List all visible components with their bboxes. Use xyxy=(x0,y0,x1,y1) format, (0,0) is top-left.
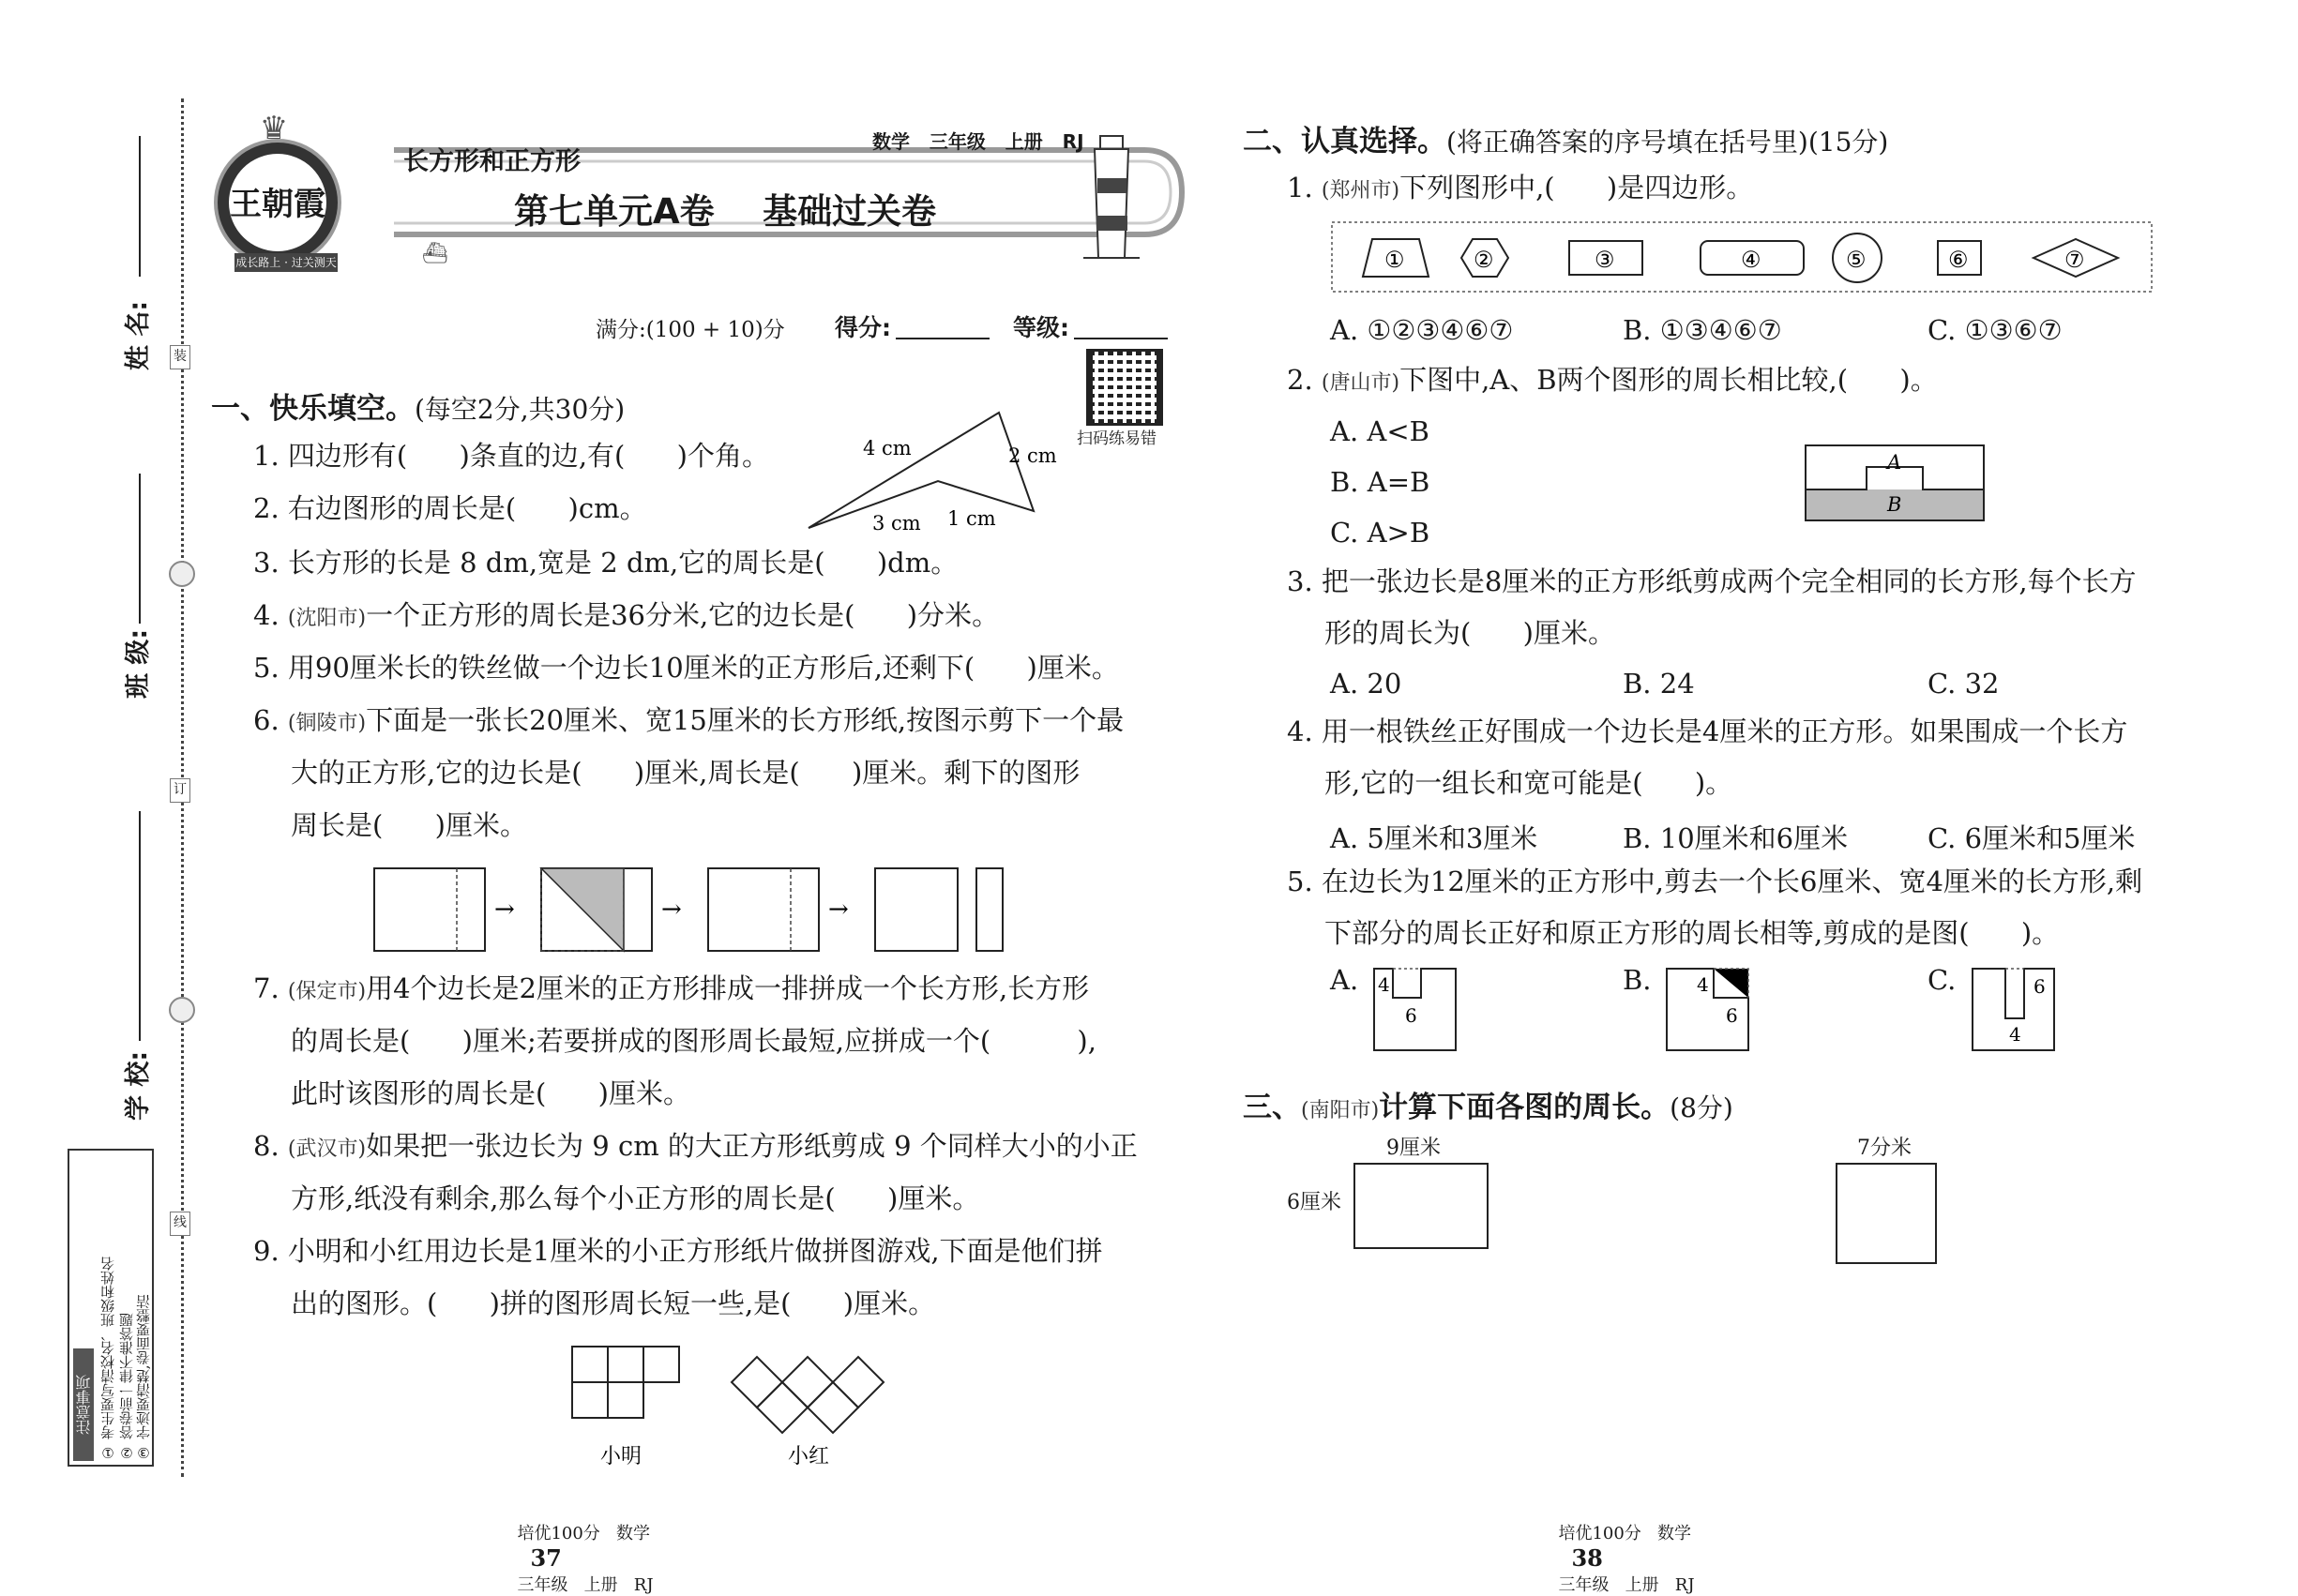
section2-sub: (将正确答案的序号填在括号里)(15分) xyxy=(1446,127,1889,158)
brand-name: 王朝霞 xyxy=(230,186,325,223)
footer-text: 培优100分 数学 xyxy=(517,1524,650,1543)
square-figure xyxy=(1836,1163,1937,1264)
shapes-figure xyxy=(1330,220,2155,295)
notes-item: ③ 字迹要清楚,卷面要整洁 xyxy=(135,1294,152,1461)
q-source: (南阳市) xyxy=(1301,1099,1380,1122)
question-2-5: 5. 在边长为12厘米的正方形中,剪去一个长6厘米、宽4厘米的长方形,剩 xyxy=(1287,866,2143,897)
question-2-5-line2: 下部分的周长正好和原正方形的周长相等,剪成的是图( )。 xyxy=(1324,917,2060,949)
option-2-5-c[interactable]: C. xyxy=(1928,964,1957,996)
brand-logo xyxy=(214,139,341,266)
option-2-5-b[interactable]: B. xyxy=(1623,964,1652,996)
q-number: 4. xyxy=(253,599,280,631)
question-1-9-line2: 出的图形。( )拼的图形周长短一些,是( )厘米。 xyxy=(291,1287,936,1319)
rect-width-label: 9厘米 xyxy=(1386,1137,1441,1160)
question-1-2: 2. 右边图形的周长是( )cm。 xyxy=(253,492,647,524)
q-number: 8. xyxy=(253,1130,280,1162)
question-2-4: 4. 用一根铁丝正好围成一个边长是4厘米的正方形。如果围成一个长方 xyxy=(1287,715,2128,747)
dim-label: 6 xyxy=(1726,1004,1738,1027)
q-text: 下图中,A、B两个图形的周长相比较,( )。 xyxy=(1399,364,1938,396)
option-2-2-c[interactable]: C. A>B xyxy=(1330,517,1430,549)
option-2-5-a[interactable]: A. xyxy=(1330,964,1359,996)
ship-icon: ⛴ xyxy=(422,242,448,265)
topic: 长方形和正方形 xyxy=(403,147,581,176)
footer-left xyxy=(506,1500,654,1596)
question-1-9: 9. 小明和小红用边长是1厘米的小正方形纸片做拼图游戏,下面是他们拼 xyxy=(253,1235,1103,1267)
cut-figure-c xyxy=(1970,966,2059,1055)
section3-heading xyxy=(1243,1083,1733,1125)
binding-mark: 装 xyxy=(170,345,190,369)
option-2-2-b[interactable]: B. A=B xyxy=(1330,466,1430,498)
dim-label: 6 xyxy=(2033,975,2046,998)
question-1-7-line2: 的周长是( )厘米;若要拼成的图形周长最短,应拼成一个( ), xyxy=(291,1025,1096,1057)
binding-mark: 线 xyxy=(170,1212,190,1236)
shape-label: ⑦ xyxy=(2064,247,2085,273)
footer-text: 培优100分 数学 xyxy=(1558,1524,1691,1543)
option-2-1-a[interactable]: A. ①②③④⑥⑦ xyxy=(1330,314,1514,346)
class-label: 班 级: xyxy=(124,628,153,699)
seal-mark xyxy=(169,561,195,587)
q-text: 如果把一张边长为 9 cm 的大正方形纸剪成 9 个同样大小的小正 xyxy=(366,1130,1138,1162)
score-full: 满分:(100 + 10)分 xyxy=(596,318,785,342)
score-field[interactable] xyxy=(896,338,990,339)
binding-mark: 订 xyxy=(170,778,190,803)
dim-label: 4 xyxy=(1697,973,1709,996)
puzzle-figure xyxy=(563,1341,900,1472)
name-field[interactable] xyxy=(139,136,141,277)
triangle-figure xyxy=(797,408,1079,539)
shape-label: ② xyxy=(1474,247,1494,273)
dim-label: 4 xyxy=(1378,973,1390,996)
q-source: (郑州市) xyxy=(1321,179,1400,203)
dim-label: 6 xyxy=(1405,1004,1417,1027)
q-number: 2. xyxy=(1287,364,1313,396)
xiaohong-label: 小红 xyxy=(788,1445,830,1468)
option-2-3-b[interactable]: B. 24 xyxy=(1623,668,1695,700)
region-label: A xyxy=(1887,451,1902,474)
book-meta: 数学 三年级 上册 RJ xyxy=(872,130,1084,153)
section3-sub: (8分) xyxy=(1670,1092,1733,1123)
page-number: 37 xyxy=(530,1544,562,1572)
page-title: 第七单元A卷 基础过关卷 xyxy=(514,191,937,232)
shape-label: ④ xyxy=(1741,247,1761,273)
school-label: 学 校: xyxy=(124,1050,153,1121)
shape-label: ① xyxy=(1384,247,1405,273)
question-2-3-line2: 形的周长为( )厘米。 xyxy=(1324,617,1615,649)
q-source: (武汉市) xyxy=(287,1137,367,1161)
q-number: 1. xyxy=(1287,172,1313,203)
tri-label: 3 cm xyxy=(872,512,921,535)
footer-right xyxy=(1548,1500,1695,1596)
q-text: 一个正方形的周长是36分米,它的边长是( )分米。 xyxy=(366,599,1000,631)
shape-label: ⑤ xyxy=(1846,247,1867,273)
option-2-4-c[interactable]: C. 6厘米和5厘米 xyxy=(1928,822,2136,854)
q-text: 下面是一张长20厘米、宽15厘米的长方形纸,按图示剪下一个最 xyxy=(366,704,1125,736)
svg-text:→: → xyxy=(828,896,849,924)
question-2-4-line2: 形,它的一组长和宽可能是( )。 xyxy=(1324,767,1733,799)
section1-heading xyxy=(211,384,625,427)
region-label: B xyxy=(1887,493,1902,516)
option-2-1-b[interactable]: B. ①③④⑥⑦ xyxy=(1623,314,1782,346)
question-1-4 xyxy=(253,596,999,638)
footer-text: 三年级 上册 RJ xyxy=(1558,1575,1695,1595)
option-2-3-c[interactable]: C. 32 xyxy=(1928,668,2000,700)
footer-text: 三年级 上册 RJ xyxy=(517,1575,654,1595)
q-number: 6. xyxy=(253,704,280,736)
q-source: (铜陵市) xyxy=(287,712,367,735)
section1-sub: (每空2分,共30分) xyxy=(415,394,626,425)
school-field[interactable] xyxy=(139,811,141,1041)
section3-title: 计算下面各图的周长。 xyxy=(1379,1091,1671,1124)
option-2-4-a[interactable]: A. 5厘米和3厘米 xyxy=(1330,822,1538,854)
section2-heading xyxy=(1243,117,1888,159)
q-source: (沈阳市) xyxy=(287,607,367,630)
section3-title-prefix: 三、 xyxy=(1243,1091,1301,1124)
notes-item: ① 考生要写清校名、班级和姓名 xyxy=(99,1257,116,1461)
question-1-6-line3: 周长是( )厘米。 xyxy=(291,809,527,841)
section2-title: 二、认真选择。 xyxy=(1243,125,1446,158)
q-text: 用4个边长是2厘米的正方形排成一排拼成一个长方形,长方形 xyxy=(366,972,1090,1004)
dim-label: 4 xyxy=(2009,1023,2021,1046)
question-1-1: 1. 四边形有( )条直的边,有( )个角。 xyxy=(253,440,769,472)
cut-sequence-figure xyxy=(370,863,1018,956)
question-1-6 xyxy=(253,701,1124,743)
cut-figure-a xyxy=(1371,966,1460,1055)
tri-label: 2 cm xyxy=(1008,444,1057,467)
question-2-2 xyxy=(1287,361,1938,402)
xiaoming-label: 小明 xyxy=(600,1445,643,1468)
page-number: 38 xyxy=(1571,1544,1603,1572)
brand-tag: 成长路上 · 过关测天 xyxy=(234,253,338,272)
tri-label: 4 cm xyxy=(863,437,912,459)
rect-height-label: 6厘米 xyxy=(1287,1191,1341,1214)
cut-figure-b xyxy=(1664,966,1753,1055)
section1-title: 一、快乐填空。 xyxy=(211,392,415,426)
qr-code[interactable] xyxy=(1086,349,1163,426)
question-1-8 xyxy=(253,1127,1138,1168)
rectangle-figure xyxy=(1353,1163,1489,1249)
grade-label: 等级: xyxy=(1013,314,1069,341)
grade-field[interactable] xyxy=(1074,338,1168,339)
q-text: 下列图形中,( )是四边形。 xyxy=(1399,172,1754,203)
seal-mark xyxy=(169,997,195,1023)
shape-label: ③ xyxy=(1595,247,1615,273)
qr-caption: 扫码练易错 xyxy=(1077,429,1157,448)
crown-icon: ♛ xyxy=(259,110,289,147)
lighthouse-icon xyxy=(1074,127,1149,263)
square-side-label: 7分米 xyxy=(1857,1137,1912,1160)
tri-label: 1 cm xyxy=(947,507,996,530)
question-1-7-line3: 此时该图形的周长是( )厘米。 xyxy=(291,1077,690,1109)
q-source: (唐山市) xyxy=(1321,371,1400,395)
option-2-4-b[interactable]: B. 10厘米和6厘米 xyxy=(1623,822,1849,854)
option-2-1-c[interactable]: C. ①③⑥⑦ xyxy=(1928,314,2063,346)
ab-figure xyxy=(1801,441,1988,525)
question-2-3: 3. 把一张边长是8厘米的正方形纸剪成两个完全相同的长方形,每个长方 xyxy=(1287,565,2137,597)
question-1-6-line2: 大的正方形,它的边长是( )厘米,周长是( )厘米。剩下的图形 xyxy=(291,757,1081,789)
question-2-1 xyxy=(1287,169,1753,210)
score-label: 得分: xyxy=(835,314,891,341)
class-field[interactable] xyxy=(139,474,141,624)
svg-text:→: → xyxy=(661,896,682,924)
notes-title: 注意事项 xyxy=(73,1348,94,1461)
option-2-3-a[interactable]: A. 20 xyxy=(1330,668,1402,700)
question-1-5: 5. 用90厘米长的铁丝做一个边长10厘米的正方形后,还剩下( )厘米。 xyxy=(253,652,1119,684)
svg-text:→: → xyxy=(494,896,515,924)
notes-box xyxy=(68,1149,154,1467)
shape-label: ⑥ xyxy=(1948,247,1969,273)
question-1-7 xyxy=(253,970,1089,1011)
option-2-2-a[interactable]: A. A<B xyxy=(1330,415,1429,447)
q-number: 7. xyxy=(253,972,280,1004)
notes-item: ② 答卷前一律不准答题 xyxy=(118,1313,135,1461)
name-label: 姓 名: xyxy=(124,300,153,370)
question-1-8-line2: 方形,纸没有剩余,那么每个小正方形的周长是( )厘米。 xyxy=(291,1182,980,1214)
question-1-3: 3. 长方形的长是 8 dm,宽是 2 dm,它的周长是( )dm。 xyxy=(253,547,959,579)
q-source: (保定市) xyxy=(287,980,367,1003)
